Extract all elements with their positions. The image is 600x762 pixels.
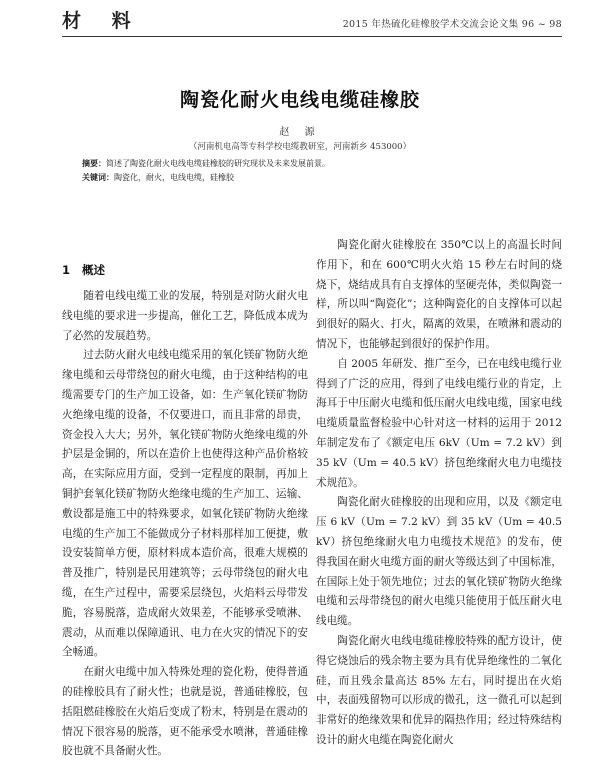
page-header (0, 0, 600, 40)
section-heading (62, 262, 105, 278)
left-column (62, 287, 308, 758)
article-author: 赵 源 (279, 127, 321, 138)
left-paragraph-2: 过去防火耐火电线电缆采用的氧化镁矿物防火绝缘电缆和云母带绕包的耐火电缆，由于这种结构的电缆需要专门的生产加工设备，如：生产氧化镁矿物防火绝缘电缆的设备，不仅要进口，而且非常的昂贵，资金投入大大；另外，氧化镁矿物防火绝缘电缆的外护层是金铜的，所以在造价上也使得这种产品价格较高，在实际应用方面，受到一定程度的限制，再加上铜护套氧化镁矿物防火绝缘电缆的生产加工、运输、敷设都是施工中的特殊要求，如氧化镁矿物防火绝缘电缆的生产加工不能做成分子材料那样加工便捷，敷设安装简单方便，原材料成本造价高，很难大规模的普及推广，特别是民用建筑等；云母带绕包的耐火电缆，在生产过程中，需要采层绕包，火焰料云母带发脆，容易脱落，造成耐火效果差，不能够承受喷淋、震动，从而难以保障通讯、电力在火灾的情况下的安全畅通。 (62, 349, 308, 659)
journal-running-head: 2015 年热硫化硅橡胶学术交流会论文集 96 ~ 98 (342, 19, 562, 30)
right-paragraph-3: 陶瓷化耐火硅橡胶的出现和应用，以及《额定电压 6 kV（Um = 7.2 kV）到 35 kV（Um = 40.5 kV）挤包绝缘耐火电力电缆技术规范》的发布，使得我国在耐火电缆方面的耐火等级达到了中国标准，在国际上处于领先地位；过去的氧化镁矿物防火绝缘电缆和云母带绕包的耐火电缆只能使用于低压耐火电线电缆。 (316, 496, 562, 628)
left-paragraph-1: 随着电线电缆工业的发展，特别是对防火耐火电线电缆的要求进一步提高，催化工艺，降低成本成为了必然的发展趋势。 (62, 290, 308, 342)
section-number: 1 (62, 263, 71, 277)
section-title: 概述 (82, 263, 106, 277)
left-paragraph-3: 在耐火电缆中加入特殊处理的瓷化粉，使得普通的硅橡胶具有了耐火性；也就是说，普通硅橡胶，包括阻燃硅橡胶在火焰后变成了粉末，特别是在震动的情况下很容易的脱落，更不能承受水喷淋，普通硅橡胶也就不具备耐火性。 (62, 666, 308, 758)
keywords-label: 关键词： (82, 173, 114, 182)
right-paragraph-4: 陶瓷化耐火电线电缆硅橡胶特殊的配方设计，使得它烧蚀后的残余物主要为具有优异绝缘性的二氧化硅，而且残余量高达 85% 左右，同时提出在火焰中，表面残留物可以形成的微孔，这一微孔可以起到非常好的绝缘效果和优异的隔热作用；经过特殊结构设计的耐火电缆在陶瓷化耐火 (316, 634, 562, 746)
article-title: 陶瓷化耐火电线电缆硅橡胶 (179, 89, 420, 111)
keywords (82, 172, 562, 184)
section-tag: 材 料 (62, 10, 143, 32)
header-rule (62, 36, 562, 37)
abstract-text: 简述了陶瓷化耐火电线电缆硅橡胶的研究现状及未来发展前景。 (106, 159, 330, 168)
article-affiliation: （河南机电高等专科学校电缆教研室，河南新乡 453000） (188, 142, 412, 152)
right-paragraph-2: 自 2005 年研发、推广至今，已在电线电缆行业得到了广泛的应用，得到了电线电缆行业的肯定，上海耳于中压耐火电缆和低压耐火电线电缆，国家电线电缆质量监督检验中心针对这一材料的运用于 2012 年制定发布了《额定电压 6kV（Um = 7.2 kV）到 35 kV（Um = 40.5 kV）挤包绝缘耐火电力电缆技术规范》。 (316, 357, 562, 489)
keywords-text: 陶瓷化，耐火，电线电缆，硅橡胶 (114, 173, 234, 182)
abstract (82, 158, 562, 170)
right-paragraph-1: 陶瓷化耐火硅橡胶在 350℃以上的高温长时间作用下，和在 600℃明火火焰 15 秒左右时间的烧烧下，烧结成具有自支撑体的坚硬壳体，类似陶瓷一样，所以叫“陶瓷化”；这种陶瓷化的自支撑体可以起到很好的隔火、打火，隔离的效果，在喷淋和震动的情况下，也能够起到很好的保护作用。 (316, 239, 562, 350)
right-column (316, 236, 562, 746)
abstract-label: 摘要： (82, 159, 106, 168)
